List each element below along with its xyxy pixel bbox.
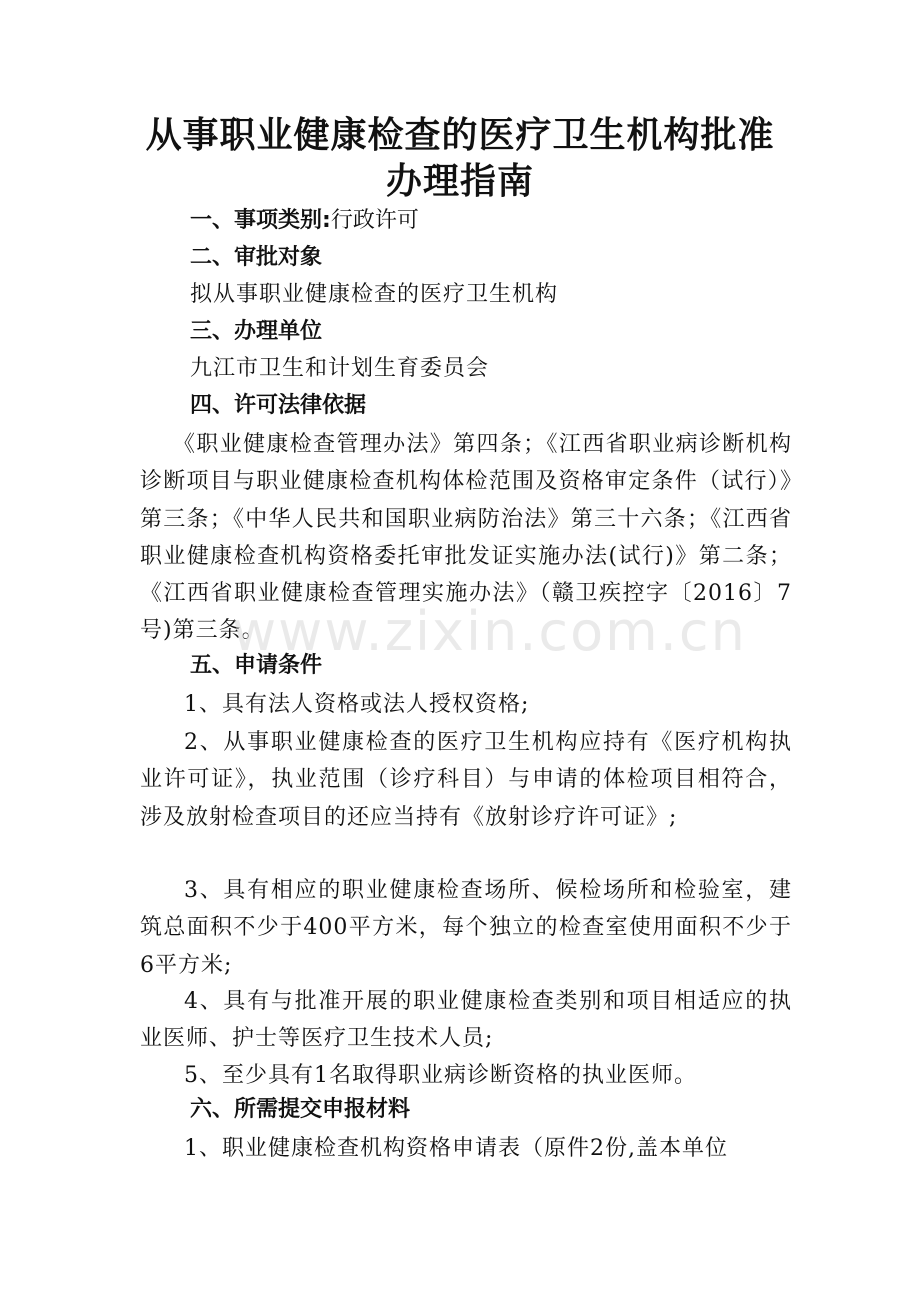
section-unit-text: 九江市卫生和计划生育委员会	[190, 356, 490, 381]
section-target-heading: 二、审批对象	[190, 245, 323, 270]
condition-item-4: 4、具有与批准开展的职业健康检查类别和项目相适应的执业医师、护士等医疗卫生技术人员;	[140, 989, 792, 1052]
section-conditions-heading: 五、申请条件	[190, 653, 323, 678]
section-materials-heading: 六、所需提交申报材料	[190, 1097, 411, 1122]
section-category-heading: 一、事项类别:	[190, 208, 331, 233]
section-unit-heading: 三、办理单位	[190, 319, 323, 344]
section-category	[190, 206, 840, 236]
watermark-text: www.zixin.com.cn	[232, 600, 747, 663]
section-legal-basis-heading: 四、许可法律依据	[190, 393, 367, 418]
condition-item-2: 2、从事职业健康检查的医疗卫生机构应持有《医疗机构执业许可证》，执业范围（诊疗科目）与申请的体检项目相符合，涉及放射检查项目的还应当持有《放射诊疗许可证》;	[140, 730, 792, 830]
condition-item-5: 5、至少具有1名取得职业病诊断资格的执业医师。	[184, 1063, 697, 1088]
condition-item-1: 1、具有法人资格或法人授权资格;	[184, 692, 530, 717]
condition-item-3: 3、具有相应的职业健康检查场所、候检场所和检验室，建筑总面积不少于400平方米，每个独立的检查室使用面积不少于6平方米;	[140, 878, 792, 978]
section-target-text: 拟从事职业健康检查的医疗卫生机构	[190, 282, 559, 307]
document-title-line-2: 办理指南	[385, 161, 534, 202]
document-title-line-1: 从事职业健康检查的医疗卫生机构批准	[145, 115, 775, 156]
section-category-value: 行政许可	[330, 208, 419, 233]
material-item-1: 1、职业健康检查机构资格申请表（原件2份,盖本单位	[184, 1136, 728, 1161]
section-legal-basis-text: 《职业健康检查管理办法》第四条；《江西省职业病诊断机构诊断项目与职业健康检查机构体检范围及资格审定条件（试行）》第三条；《中华人民共和国职业病防治法》第三十六条；《江西省职业健康检查机构资格委托审批发证实施办法(试行)》第二条；《江西省职业健康检查管理实施办法》（赣卫疾控字〔2016〕7号)第三条。	[140, 432, 792, 644]
